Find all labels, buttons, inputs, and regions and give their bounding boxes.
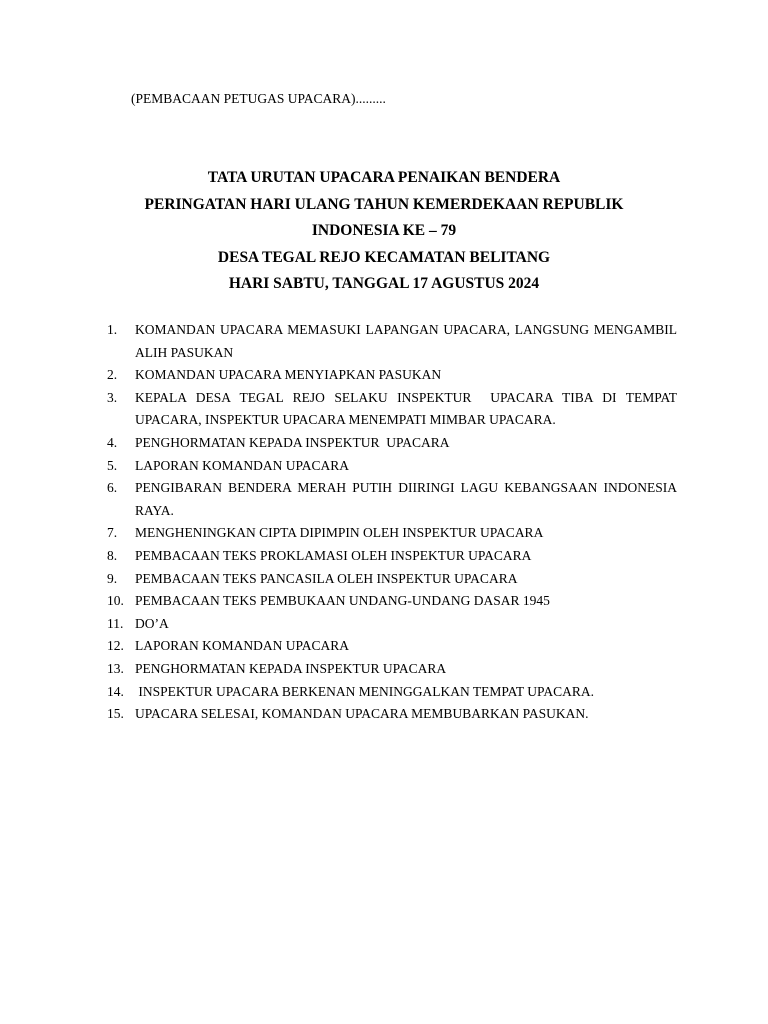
- item-number: 7.: [107, 525, 118, 541]
- title-line: TATA URUTAN UPACARA PENAIKAN BENDERA: [207, 169, 561, 186]
- item-text: LAPORAN KOMANDAN UPACARA: [135, 638, 350, 654]
- item-text: LAPORAN KOMANDAN UPACARA: [135, 457, 350, 473]
- list-item: [107, 364, 677, 387]
- item-number: 15.: [107, 706, 124, 722]
- item-number: 14.: [107, 683, 124, 699]
- item-number: 8.: [107, 547, 118, 563]
- item-number: 2.: [107, 367, 118, 383]
- title-line: INDONESIA KE – 79: [311, 222, 457, 239]
- item-number: 10.: [107, 593, 124, 609]
- item-number: 4.: [107, 434, 118, 450]
- item-text: PENGHORMATAN KEPADA INSPEKTUR UPACARA: [135, 434, 450, 450]
- item-text: PENGIBARAN BENDERA MERAH PUTIH DIIRINGI LAGU KEBANGSAAN INDONESIA RAYA.: [135, 480, 677, 518]
- list-item: [107, 635, 677, 658]
- list-item: [107, 590, 677, 613]
- header-note: (PEMBACAAN PETUGAS UPACARA).........: [131, 91, 386, 106]
- list-item: [107, 681, 677, 704]
- item-text: PEMBACAAN TEKS PROKLAMASI OLEH INSPEKTUR UPACARA: [135, 547, 532, 563]
- item-text: KEPALA DESA TEGAL REJO SELAKU INSPEKTUR UPACARA TIBA DI TEMPAT UPACARA, INSPEKTUR UPACARA MENEMPATI MIMBAR UPACARA.: [135, 389, 677, 428]
- title-line: DESA TEGAL REJO KECAMATAN BELITANG: [217, 248, 551, 266]
- item-text: DO’A: [135, 615, 169, 631]
- item-text: KOMANDAN UPACARA MENYIAPKAN PASUKAN: [135, 367, 442, 383]
- item-number: 3.: [107, 389, 118, 405]
- list-item: [107, 658, 677, 681]
- list-item: [107, 522, 677, 545]
- item-number: 1.: [107, 322, 118, 337]
- list-item: [107, 319, 677, 364]
- list-item: [107, 387, 677, 432]
- list-item: [107, 477, 677, 522]
- list-item: [107, 432, 677, 455]
- item-number: 9.: [107, 570, 118, 586]
- document-title: [100, 165, 668, 298]
- list-item: [107, 568, 677, 591]
- item-number: 12.: [107, 638, 124, 654]
- item-number: 13.: [107, 660, 124, 676]
- item-text: INSPEKTUR UPACARA BERKENAN MENINGGALKAN TEMPAT UPACARA.: [135, 683, 594, 699]
- title-line: PERINGATAN HARI ULANG TAHUN KEMERDEKAAN REPUBLIK: [144, 195, 624, 213]
- item-number: 11.: [107, 615, 124, 631]
- item-number: 5.: [107, 457, 118, 473]
- title-line: HARI SABTU, TANGGAL 17 AGUSTUS 2024: [228, 275, 540, 292]
- item-text: PENGHORMATAN KEPADA INSPEKTUR UPACARA: [135, 660, 447, 676]
- item-text: PEMBACAAN TEKS PEMBUKAAN UNDANG-UNDANG DASAR 1945: [135, 593, 550, 609]
- list-item: [107, 703, 677, 726]
- item-text: KOMANDAN UPACARA MEMASUKI LAPANGAN UPACARA, LANGSUNG MENGAMBIL ALIH PASUKAN: [135, 322, 677, 360]
- item-text: MENGHENINGKAN CIPTA DIPIMPIN OLEH INSPEKTUR UPACARA: [135, 525, 544, 541]
- item-text: PEMBACAAN TEKS PANCASILA OLEH INSPEKTUR UPACARA: [135, 570, 518, 586]
- list-item: [107, 545, 677, 568]
- list-item: [107, 455, 677, 478]
- list-item: [107, 613, 677, 636]
- ceremony-order-list: [107, 319, 677, 726]
- item-number: 6.: [107, 480, 118, 496]
- item-text: UPACARA SELESAI, KOMANDAN UPACARA MEMBUBARKAN PASUKAN.: [135, 706, 589, 722]
